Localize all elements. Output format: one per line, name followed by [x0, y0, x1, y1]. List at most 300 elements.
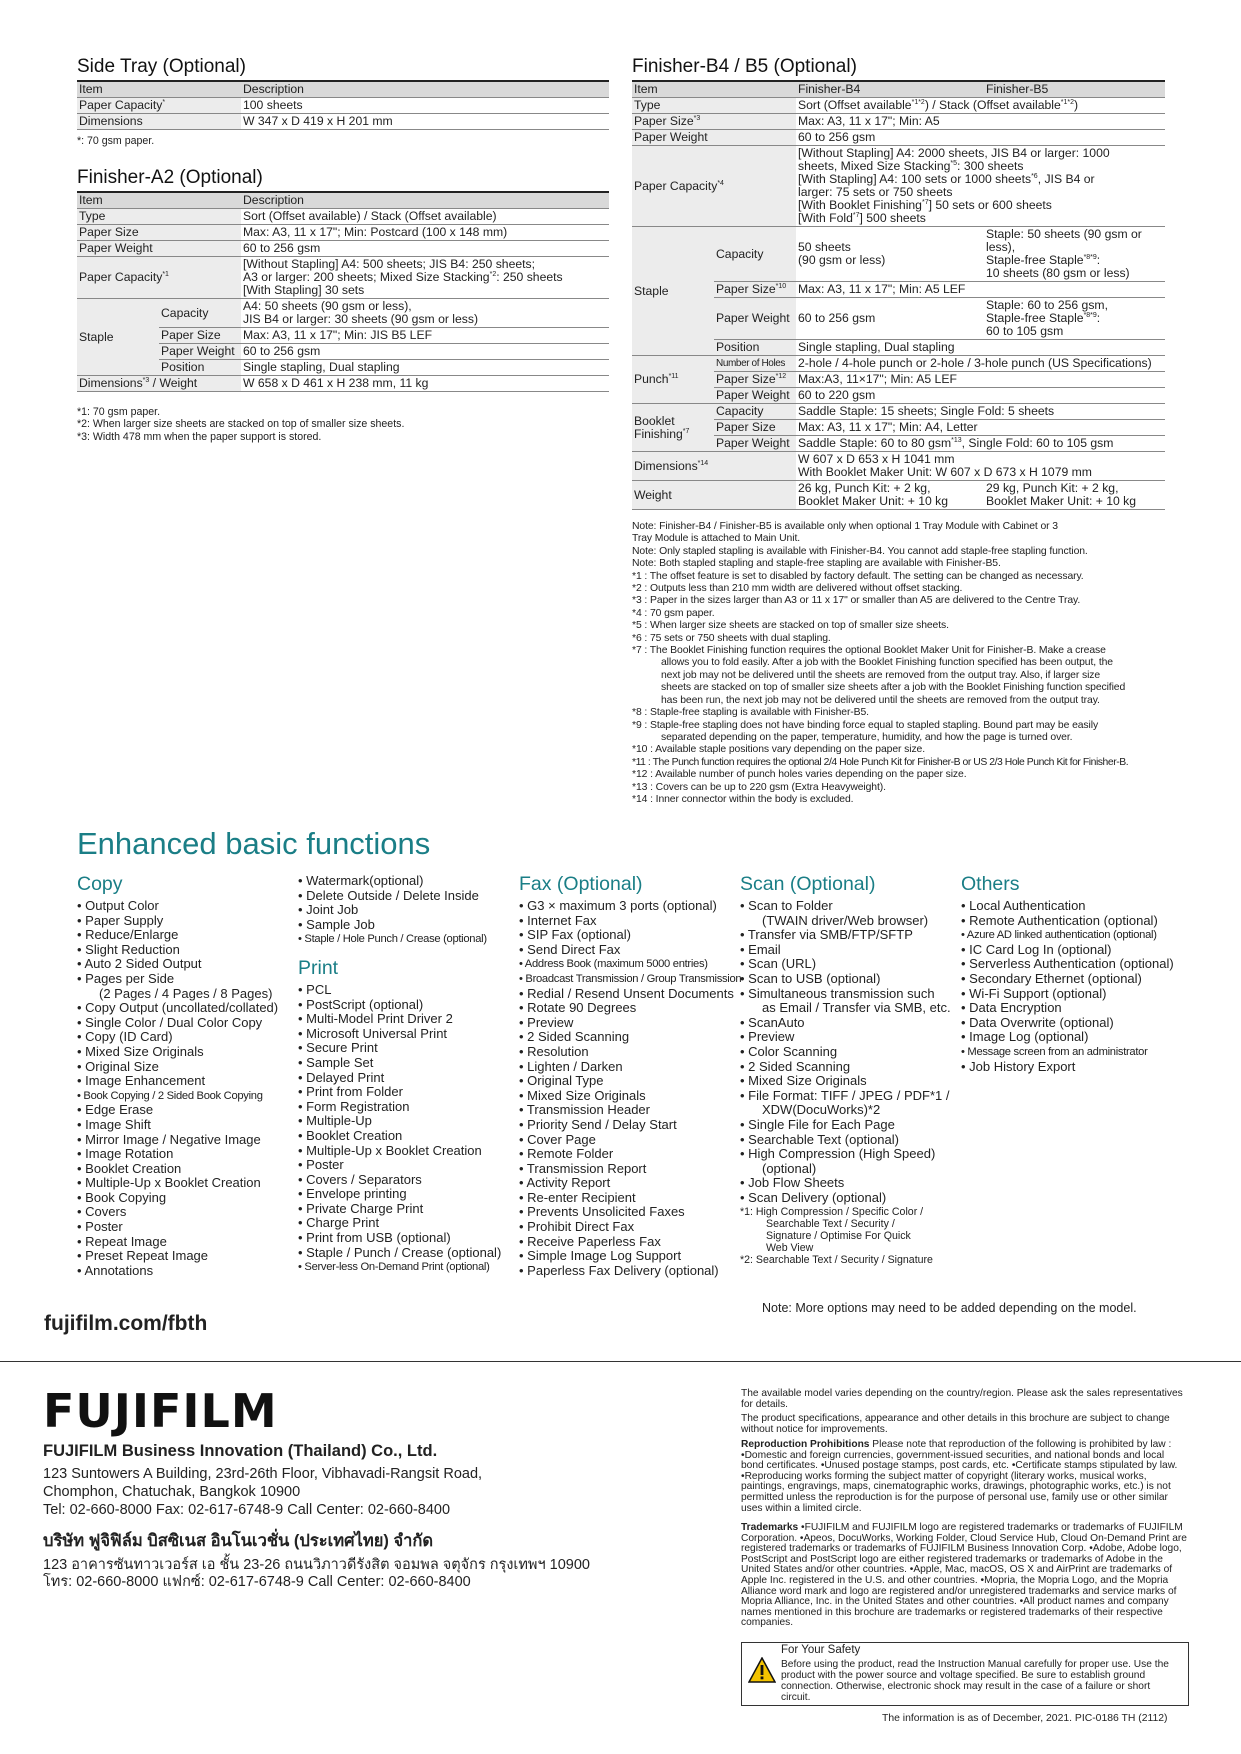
value-line: : 300 sheets: [957, 159, 1024, 173]
list-item: • Transmission Report: [519, 1160, 647, 1176]
legal-reproduction-title: Reproduction Prohibitions: [741, 1439, 870, 1450]
row-value-b4: 60 to 256 gsm: [796, 298, 984, 340]
note-line: *12 : Available number of punch holes varies depending on the paper size.: [632, 769, 967, 781]
list-item: • Address Book (maximum 5000 entries): [519, 958, 708, 971]
warning-icon: [748, 1657, 776, 1683]
row-sublabel: Paper Size: [159, 328, 241, 344]
list-item: • Simultaneous transmission such: [740, 985, 935, 1001]
value-line: (90 gsm or less): [798, 253, 886, 267]
copy-list-continued: [298, 874, 501, 947]
row-sup: *5: [950, 159, 958, 167]
note-line: *4 : 70 gsm paper.: [632, 607, 715, 619]
list-item: • Wi-Fi Support (optional): [961, 985, 1107, 1001]
row-sup: *6: [1031, 172, 1038, 180]
list-item: • Scan to Folder: [740, 898, 833, 913]
row-sublabel: Position: [714, 340, 796, 356]
row-value: [241, 257, 609, 299]
row-label: Dimensions: [79, 376, 143, 390]
list-item: • 2 Sided Scanning: [740, 1058, 851, 1074]
row-sublabel: Paper Size: [714, 420, 796, 436]
list-item: • Book Copying: [77, 1189, 167, 1205]
note-line: *3: Width 478 mm when the paper support is stored.: [77, 430, 322, 443]
note-line: *10 : Available staple positions vary depending on the paper size.: [632, 744, 926, 756]
list-item: • Single File for Each Page: [740, 1116, 895, 1132]
list-item: • Image Log (optional): [961, 1029, 1089, 1045]
row-label: Paper Capacity: [79, 98, 163, 112]
list-item: • Sample Set: [298, 1054, 374, 1070]
list-item: • Staple / Hole Punch / Crease (optional): [298, 933, 487, 946]
row-label: Dimensions: [77, 114, 241, 130]
row-label: Paper Size: [77, 225, 241, 241]
row-value: W 658 x D 461 x H 238 mm, 11 kg: [241, 376, 609, 392]
list-item: • Preview: [519, 1014, 574, 1030]
value-line: :: [1096, 311, 1101, 325]
list-item: • Secondary Ethernet (optional): [961, 970, 1142, 986]
note-line: *6 : 75 sets or 750 sheets with dual stapling.: [632, 632, 831, 644]
row-sup: *1: [162, 270, 169, 278]
list-item: • Multiple-Up x Booklet Creation: [298, 1142, 482, 1158]
row-sup: *3: [142, 376, 150, 384]
list-item: • Rotate 90 Degrees: [519, 1000, 637, 1016]
row-value: [796, 452, 1165, 481]
copy-column-continued: [298, 874, 501, 1275]
safety-text: Before using the product, read the Instruction Manual carefully for proper use. Use the product with the power source and voltage specified. Be sure to establish ground connection. Otherwise, electronic shock may result in the case of a failure or short circuit.: [781, 1659, 1169, 1703]
dateline: The information is as of December, 2021. PIC-0186 TH (2112): [882, 1713, 1168, 1724]
legal-p2: The product specifications, appearance and other details in this brochure are subject to change without notice for improvements.: [741, 1413, 1170, 1435]
list-item: • Repeat Image: [77, 1233, 167, 1249]
divider: [0, 1361, 1241, 1362]
row-value: 60 to 256 gsm: [241, 241, 609, 257]
list-item: • Secure Print: [298, 1040, 378, 1056]
row-sup: *7: [682, 427, 690, 435]
row-sup: *: [162, 98, 166, 106]
list-item: • Image Enhancement: [77, 1073, 206, 1089]
list-item: • Mixed Size Originals: [519, 1087, 646, 1103]
fax-list: [519, 899, 741, 1278]
row-label-punch: Punch: [634, 372, 669, 386]
list-item: • Internet Fax: [519, 912, 597, 928]
row-value: Max: A3, 11 x 17"; Min: Postcard (100 x 148 mm): [241, 225, 609, 241]
row-sublabel: Paper Weight: [159, 344, 241, 360]
list-item: • PCL: [298, 981, 332, 997]
value-line: [Without Stapling] A4: 2000 sheets, JIS B4 or larger: 1000: [798, 146, 1110, 160]
note-line: next job may not be delivered until the sheets are removed from the output tray. Also, if larger size: [661, 669, 1101, 681]
list-item: • Image Shift: [77, 1116, 151, 1132]
row-value: Max: A3, 11 x 17"; Min: A4, Letter: [796, 420, 1165, 436]
finisher-b-title: Finisher-B4 / B5 (Optional): [632, 56, 857, 77]
list-item: • Message screen from an administrator: [961, 1045, 1148, 1058]
list-item: • ScanAuto: [740, 1014, 805, 1030]
list-item: • IC Card Log In (optional): [961, 941, 1112, 957]
row-sup: *10: [775, 282, 787, 290]
row-sup: *14: [697, 459, 709, 467]
list-item: • Joint Job: [298, 902, 359, 918]
row-value: 60 to 220 gsm: [796, 388, 1165, 404]
row-value: 100 sheets: [241, 98, 609, 114]
fujifilm-logo: FUJIFILM: [43, 1384, 278, 1438]
company-tel-th: โทร: 02-660-8000 แฟกซ์: 02-617-6748-9 Call Center: 02-660-8400: [43, 1574, 471, 1590]
list-item: • Multi-Model Print Driver 2: [298, 1011, 453, 1027]
others-list: [961, 899, 1174, 1074]
list-item: (TWAIN driver/Web browser): [762, 912, 929, 928]
list-item: • Transmission Header: [519, 1102, 650, 1118]
footnote-line: *1: High Compression / Specific Color /: [740, 1206, 924, 1219]
company-address-th: 123 อาคารซันทาวเวอร์ส เอ ชั้น 23-26 ถนนวิภาวดีรังสิต จอมพล จตุจักร กรุงเทพฯ 10900: [43, 1557, 590, 1573]
note-line: Note: Only stapled stapling is available with Finisher-B4. You cannot add staple-free stapling function.: [632, 545, 1088, 557]
list-item: • Reduce/Enlarge: [77, 927, 179, 943]
row-value: Single stapling, Dual stapling: [241, 360, 609, 376]
value-line: Staple-free Staple: [986, 311, 1084, 325]
company-address-en-2: Chomphon, Chatuchak, Bangkok 10900: [43, 1484, 301, 1500]
row-sup: *11: [668, 372, 679, 380]
row-label: Paper Capacity: [634, 178, 718, 193]
list-item: • Sample Job: [298, 916, 375, 932]
note-line: sheets are stacked on top of smaller size sheets after a job with the Booklet Finishing function specified: [661, 682, 1126, 694]
website-url[interactable]: fujifilm.com/fbth: [44, 1312, 208, 1335]
list-item: • Auto 2 Sided Output: [77, 956, 202, 972]
value-line: 10 sheets (80 gsm or less): [986, 266, 1130, 280]
value-line: [With Booklet Finishing: [798, 198, 922, 212]
list-item: (optional): [762, 1160, 817, 1176]
value-line: Staple: 50 sheets (90 gsm or less),: [986, 227, 1142, 254]
note-line: *7 : The Booklet Finishing function requires the optional Booklet Maker Unit for Finisher-B. Make a crease: [632, 645, 1106, 657]
finisher-a2-notes: [77, 406, 404, 443]
note-line: Tray Module is attached to Main Unit.: [632, 533, 801, 545]
row-sup: *3: [693, 114, 701, 122]
row-sup: *8*9: [1083, 311, 1097, 319]
finisher-a2-table: [77, 191, 609, 392]
row-label-staple: Staple: [632, 227, 714, 356]
list-item: • Form Registration: [298, 1098, 410, 1114]
footnote-line: Signature / Optimise For Quick: [766, 1230, 911, 1243]
list-item: • Multiple-Up x Booklet Creation: [77, 1175, 261, 1191]
row-value: Max:A3, 11×17"; Min: A5 LEF: [796, 372, 1165, 388]
row-value: W 347 x D 419 x H 201 mm: [241, 114, 609, 130]
note-line: allows you to fold easily. After a job with the Booklet Finishing function specified has been output, the: [661, 657, 1113, 669]
value-line: sheets, Mixed Size Stacking: [798, 159, 951, 173]
list-item: • Copy Output (uncollated/collated): [77, 1000, 279, 1016]
note-line: *9 : Staple-free stapling does not have binding force equal to stapled stapling. Bound part may be easily: [632, 719, 1099, 731]
list-item: • Prohibit Direct Fax: [519, 1219, 635, 1235]
safety-box: [741, 1642, 1189, 1706]
list-item: • Azure AD linked authentication (optional): [961, 929, 1157, 942]
print-heading: Print: [298, 956, 339, 979]
list-item: • Print from USB (optional): [298, 1230, 451, 1246]
note-line: *2: When larger size sheets are stacked on top of smaller size sheets.: [77, 418, 405, 431]
row-label: Paper Size: [634, 114, 694, 128]
list-item: • Book Copying / 2 Sided Book Copying: [77, 1089, 263, 1102]
footnote-line: Searchable Text / Security /: [766, 1218, 895, 1231]
list-item: • Pages per Side: [77, 970, 175, 986]
list-item: as Email / Transfer via SMB, etc.: [762, 1000, 951, 1016]
list-item: • Resolution: [519, 1043, 589, 1059]
row-sublabel: Capacity: [714, 404, 796, 420]
list-item: • Print from Folder: [298, 1084, 403, 1100]
list-item: • Preview: [740, 1029, 795, 1045]
list-item: • Redial / Resend Unsent Documents: [519, 985, 734, 1001]
col-item: Item: [77, 192, 241, 209]
legal-reproduction: [741, 1440, 1189, 1514]
row-value: [241, 299, 609, 328]
col-item: Item: [77, 81, 241, 98]
side-tray-table: [77, 80, 609, 130]
value-part: ): [1074, 98, 1079, 112]
row-sup: *13: [951, 436, 962, 444]
copy-column: [77, 873, 278, 1278]
legal-reproduction-text: Please note that reproduction of the following is prohibited by law : •Domestic and foreign currencies, government-issued securities, and national bonds and local bond certificates. •Unused postage stamps, post cards, etc. •Certificate stamps stipulated by law. •Reproducing works forming the subject matter of copyright (literary works, musical works, paintings, engravings, maps, cinematographic works, drawings, photographic works, etc.) is not permitted unless the reproduction is for the purpose of personal use, family use or other similar uses within a limited circle.: [741, 1439, 1178, 1514]
list-item: • Mixed Size Originals: [740, 1073, 867, 1089]
list-item: • Poster: [298, 1157, 344, 1173]
col-b5: Finisher-B5: [984, 81, 1165, 98]
value-line: Booklet Maker Unit: + 10 kg: [986, 494, 1137, 508]
copy-heading: Copy: [77, 873, 123, 895]
value-line: [With Stapling] A4: 100 sets or 1000 sheets: [798, 172, 1032, 186]
list-item: • Broadcast Transmission / Group Transmission: [519, 972, 742, 985]
row-value-b5: [984, 481, 1165, 510]
list-item: • Paperless Fax Delivery (optional): [519, 1262, 719, 1278]
list-item: • Cover Page: [519, 1131, 596, 1147]
col-desc: Description: [241, 192, 609, 209]
list-item: • Covers / Separators: [298, 1171, 422, 1187]
copy-list: [77, 899, 278, 1278]
side-tray-note: [77, 135, 154, 147]
scan-footnotes: [740, 1206, 951, 1266]
note-line: *11 : The Punch function requires the optional 2/4 Hole Punch Kit for Finisher-B or US 2/3 Hole Punch Kit for Finisher-B.: [632, 756, 1129, 768]
row-value-b5: [984, 298, 1165, 340]
value-part: ) / Stack (Offset available: [924, 98, 1061, 112]
row-sublabel: Capacity: [159, 299, 241, 328]
row-sup: *12: [775, 372, 787, 380]
list-item: XDW(DocuWorks)*2: [762, 1102, 881, 1118]
list-item: • Slight Reduction: [77, 941, 180, 957]
fax-heading: Fax (Optional): [519, 873, 643, 895]
list-item: • Private Charge Print: [298, 1200, 424, 1216]
value-line: 60 to 105 gsm: [986, 324, 1064, 338]
footnote-line: Web View: [766, 1242, 814, 1255]
list-item: • Charge Print: [298, 1215, 380, 1231]
finisher-b-table: [632, 80, 1165, 510]
list-item: • Remote Authentication (optional): [961, 912, 1158, 928]
finisher-a2-title: Finisher-A2 (Optional): [77, 167, 263, 188]
col-b4: Finisher-B4: [796, 81, 984, 98]
row-sublabel: Paper Size: [716, 372, 776, 386]
scan-column: [740, 873, 951, 1266]
row-value: [796, 98, 1165, 114]
row-value: Saddle Staple: 15 sheets; Single Fold: 5 sheets: [796, 404, 1165, 420]
row-sublabel: Paper Weight: [714, 436, 796, 452]
list-item: • SIP Fax (optional): [519, 927, 631, 943]
list-item: • Remote Folder: [519, 1146, 614, 1162]
row-sup: *4: [717, 179, 724, 187]
list-item: • 2 Sided Scanning: [519, 1029, 630, 1045]
value-line: [With Stapling] 30 sets: [243, 283, 365, 297]
note-line: *13 : Covers can be up to 220 gsm (Extra Heavyweight).: [632, 781, 886, 793]
list-item: (2 Pages / 4 Pages / 8 Pages): [99, 985, 273, 1001]
row-value: 60 to 256 gsm: [796, 130, 1165, 146]
scan-list: [740, 899, 951, 1205]
note-line: *5 : When larger size sheets are stacked on top of smaller size sheets.: [632, 620, 949, 632]
list-item: • Preset Repeat Image: [77, 1248, 209, 1264]
list-item: • Activity Report: [519, 1175, 611, 1191]
company-tel-en: Tel: 02-660-8000 Fax: 02-617-6748-9 Call Center: 02-660-8400: [43, 1502, 451, 1518]
list-item: • Original Type: [519, 1073, 604, 1089]
company-name-en: FUJIFILM Business Innovation (Thailand) Co., Ltd.: [43, 1442, 438, 1460]
value-line: 50 sheets: [798, 240, 851, 254]
list-item: • Receive Paperless Fax: [519, 1233, 661, 1249]
row-label: Paper Weight: [632, 130, 796, 146]
legal-trademarks: [741, 1523, 1189, 1629]
col-item: Item: [632, 81, 796, 98]
list-item: • Multiple-Up: [298, 1113, 372, 1129]
list-item: • Email: [740, 941, 781, 957]
list-item: • Output Color: [77, 898, 159, 913]
row-label: Type: [77, 209, 241, 225]
list-item: • Server-less On-Demand Print (optional): [298, 1261, 490, 1274]
note-line: *1: 70 gsm paper.: [77, 406, 161, 418]
list-item: • High Compression (High Speed): [740, 1146, 936, 1162]
safety-title: For Your Safety: [781, 1644, 861, 1656]
list-item: • Scan Delivery (optional): [740, 1189, 887, 1205]
enhanced-functions-title: Enhanced basic functions: [77, 826, 431, 861]
value-line: A4: 50 sheets (90 gsm or less),: [243, 299, 412, 313]
note-line: separated depending on the paper, temperature, humidity, and how the page is turned over.: [661, 731, 1073, 743]
row-value: [796, 146, 1165, 227]
footnote-line: *2: Searchable Text / Security / Signature: [740, 1254, 933, 1267]
list-item: • File Format: TIFF / JPEG / PDF*1 /: [740, 1087, 950, 1103]
model-note: Note: More options may need to be added depending on the model.: [762, 1301, 1137, 1315]
list-item: • Covers: [77, 1204, 127, 1220]
note-line: *: 70 gsm paper.: [77, 135, 155, 147]
list-item: • Staple / Punch / Crease (optional): [298, 1244, 502, 1260]
list-item: • Original Size: [77, 1058, 159, 1074]
list-item: • Lighten / Darken: [519, 1058, 623, 1074]
row-label-staple: Staple: [77, 299, 159, 376]
note-line: Note: Finisher-B4 / Finisher-B5 is available only when optional 1 Tray Module with Cabinet or 3: [632, 521, 1058, 532]
value-line: W 607 x D 653 x H 1041 mm: [798, 452, 955, 466]
row-sup: *1*2: [1060, 98, 1074, 106]
list-item: • Priority Send / Delay Start: [519, 1116, 677, 1132]
list-item: • Data Encryption: [961, 1000, 1062, 1016]
legal-trademarks-text: •FUJIFILM and FUJIFILM logo are registered trademarks or trademarks of FUJIFILM Corporation. •Apeos, DocuWorks, Working Folder, Cloud Service Hub, Cloud On-Demand Print are registered trademarks or trademarks of FUJIFILM Business Innovation Corp. •Adobe, Adobe logo, PostScript and PostScript logo are either registered trademarks or trademarks of Adobe in the United States and/or other countries. •Apple, Mac, macOS, OS X and AirPrint are trademarks of Apple Inc. registered in the U.S. and other countries. •Mopria, the Mopria Logo, and the Mopria Alliance word mark and logo are registered and/or unregistered trademarks and service marks of Mopria Alliance, Inc. in the United States and other countries. •All product names and company names mentioned in this brochure are trademarks or registered trademarks of their respective companies.: [741, 1522, 1187, 1629]
row-sublabel: Number of Holes: [714, 356, 796, 372]
list-item: • Copy (ID Card): [77, 1029, 173, 1045]
note-line: *8 : Staple-free stapling is available with Finisher-B5.: [632, 707, 869, 719]
row-label: Type: [632, 98, 796, 114]
row-value: Sort (Offset available) / Stack (Offset available): [241, 209, 609, 225]
value-line: : 250 sheets: [496, 270, 563, 284]
legal-p1: The available model varies depending on the country/region. Please ask the sales representatives for details.: [741, 1388, 1183, 1410]
others-heading: Others: [961, 873, 1020, 895]
list-item: • Booklet Creation: [298, 1127, 403, 1143]
company-address-en-1: 123 Suntowers A Building, 23rd-26th Floor, Vibhavadi-Rangsit Road,: [43, 1466, 483, 1482]
value-line: [Without Stapling] A4: 500 sheets; JIS B4: 250 sheets;: [243, 257, 535, 271]
list-item: • Data Overwrite (optional): [961, 1014, 1114, 1030]
row-label: Paper Weight: [77, 241, 241, 257]
list-item: • Serverless Authentication (optional): [961, 956, 1174, 972]
note-line: Note: Both stapled stapling and staple-free stapling are available with Finisher-B5.: [632, 558, 1001, 570]
row-value: Max: A3, 11 x 17"; Min: A5: [796, 114, 1165, 130]
row-sup: *2: [489, 270, 497, 278]
print-list: [298, 983, 501, 1275]
list-item: • Image Rotation: [77, 1146, 174, 1162]
value-line: Booklet Maker Unit: + 10 kg: [798, 494, 949, 508]
row-value: 2-hole / 4-hole punch or 2-hole / 3-hole punch (US Specifications): [796, 356, 1165, 372]
list-item: • Microsoft Universal Print: [298, 1025, 448, 1041]
row-sup: *1*2: [911, 98, 925, 106]
value-part: Saddle Staple: 60 to 80 gsm: [798, 436, 952, 450]
value-line: 29 kg, Punch Kit: + 2 kg,: [986, 481, 1119, 495]
list-item: • Transfer via SMB/FTP/SFTP: [740, 927, 913, 943]
row-value: Max: A3, 11 x 17"; Min: A5 LEF: [796, 282, 1165, 298]
row-label-booklet: Booklet: [634, 413, 675, 428]
row-value: 60 to 256 gsm: [241, 344, 609, 360]
list-item: • Scan (URL): [740, 956, 817, 972]
note-line: has been run, the next job may not be delivered until the sheets are removed from the output tray.: [661, 694, 1100, 706]
list-item: • Color Scanning: [740, 1043, 838, 1059]
list-item: • PostScript (optional): [298, 996, 424, 1012]
list-item: • Scan to USB (optional): [740, 970, 881, 986]
list-item: • Send Direct Fax: [519, 941, 621, 957]
value-line: ] 500 sheets: [859, 211, 926, 225]
row-value: [796, 436, 1165, 452]
list-item: • Local Authentication: [961, 898, 1086, 913]
finisher-b-notes: [632, 521, 1128, 806]
row-sup: *8*9: [1083, 253, 1097, 261]
note-line: *2 : Outputs less than 210 mm width are delivered without offset stacking.: [632, 583, 963, 595]
row-label: Weight: [632, 481, 796, 510]
value-line: JIS B4 or larger: 30 sheets (90 gsm or less): [243, 312, 479, 326]
value-line: With Booklet Maker Unit: W 607 x D 673 x H 1079 mm: [798, 465, 1092, 479]
value-line: Staple-free Staple: [986, 253, 1084, 267]
row-sup: *7: [921, 198, 929, 206]
list-item: • Delete Outside / Delete Inside: [298, 887, 479, 903]
list-item: • Job History Export: [961, 1058, 1076, 1074]
note-line: *1 : The offset feature is set to disabled by factory default. The setting can be changed as necessary.: [632, 570, 1084, 582]
list-item: • Mixed Size Originals: [77, 1043, 204, 1059]
value-part: Sort (Offset available: [798, 98, 912, 112]
list-item: • Prevents Unsolicited Faxes: [519, 1204, 685, 1220]
value-line: A3 or larger: 200 sheets; Mixed Size Stacking: [243, 270, 490, 284]
row-sublabel: Paper Weight: [714, 298, 796, 340]
list-item: • Simple Image Log Support: [519, 1248, 682, 1264]
row-label-booklet: Finishing: [634, 426, 683, 441]
value-line: larger: 75 sets or 750 sheets: [798, 185, 953, 199]
row-sublabel: Position: [159, 360, 241, 376]
value-line: ] 50 sets or 600 sheets: [928, 198, 1052, 212]
list-item: • Poster: [77, 1219, 123, 1235]
row-value: Single stapling, Dual stapling: [796, 340, 1165, 356]
company-name-th: บริษัท ฟูจิฟิล์ม บิสซิเนส อินโนเวชั่น (ประเทศไทย) จำกัด: [43, 1532, 434, 1550]
value-line: 26 kg, Punch Kit: + 2 kg,: [798, 481, 931, 495]
row-label: / Weight: [149, 376, 198, 390]
row-label: Paper Capacity: [79, 270, 163, 284]
row-value-b5: [984, 227, 1165, 282]
row-value: Max: A3, 11 x 17"; Min: JIS B5 LEF: [241, 328, 609, 344]
list-item: • Searchable Text (optional): [740, 1131, 899, 1147]
value-line: [With Fold: [798, 211, 853, 225]
col-desc: Description: [241, 81, 609, 98]
row-sup: *7: [852, 211, 860, 219]
list-item: • Envelope printing: [298, 1186, 407, 1202]
others-column: [961, 873, 1174, 1074]
value-line: Staple: 60 to 256 gsm,: [986, 298, 1108, 312]
note-line: *14 : Inner connector within the body is excluded.: [632, 793, 854, 805]
scan-heading: Scan (Optional): [740, 873, 876, 895]
row-sublabel: Paper Weight: [714, 388, 796, 404]
legal-trademarks-title: Trademarks: [741, 1522, 799, 1533]
list-item: • Mirror Image / Negative Image: [77, 1131, 261, 1147]
list-item: • Re-enter Recipient: [519, 1189, 636, 1205]
